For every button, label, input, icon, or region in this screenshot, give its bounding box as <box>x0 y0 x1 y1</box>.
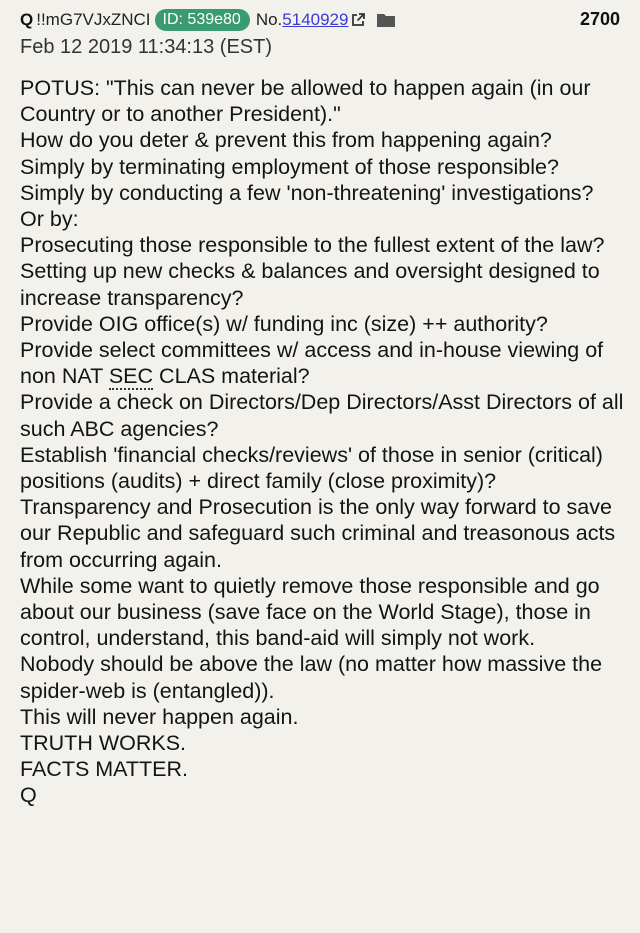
body-line: Or by: <box>20 207 79 232</box>
body-line: Nobody should be above the law (no matter how massive the spider-web is (entangled)). <box>20 652 603 703</box>
body-line: Provide a check on Directors/Dep Directors/Asst Directors of all such ABC agencies? <box>20 390 624 441</box>
body-line: This will never happen again. <box>20 704 299 729</box>
body-line: TRUTH WORKS. <box>20 731 187 756</box>
body-text: Provide select committees w/ access and in-house viewing of non NAT <box>20 338 604 389</box>
post-header <box>20 6 630 33</box>
post-body <box>20 75 628 809</box>
folder-icon[interactable] <box>376 12 396 28</box>
poster-name: Q <box>20 9 34 29</box>
post-count: 2700 <box>579 9 620 29</box>
abbreviation-sec[interactable]: SEC <box>108 364 154 389</box>
external-link-icon[interactable] <box>350 12 366 28</box>
body-line: Prosecuting those responsible to the fullest extent of the law? <box>20 233 605 258</box>
body-line: Simply by conducting a few 'non-threatening' investigations? <box>20 180 594 205</box>
tripcode: !!mG7VJxZNCI <box>36 9 151 29</box>
body-line: Establish 'financial checks/reviews' of those in senior (critical) positions (audits) + direct family (close proximity)? <box>20 442 603 494</box>
body-line: How do you deter & prevent this from happening again? <box>20 128 552 153</box>
timestamp: Feb 12 2019 11:34:13 (EST) <box>20 36 273 58</box>
post-number-link[interactable]: 5140929 <box>282 9 349 29</box>
body-line: FACTS MATTER. <box>20 757 189 782</box>
body-line-select-committees <box>20 337 628 389</box>
body-line: POTUS: "This can never be allowed to happen again (in our Country or to another President)." <box>20 76 591 127</box>
post-no-prefix: No. <box>255 9 283 29</box>
body-line: While some want to quietly remove those responsible and go about our business (save face on the World Stage), those in control, understand, this band-aid will simply not work. <box>20 573 600 651</box>
body-line: Setting up new checks & balances and oversight designed to increase transparency? <box>20 259 600 310</box>
body-text: CLAS material? <box>153 364 310 389</box>
body-line: Simply by terminating employment of those responsible? <box>20 154 559 179</box>
body-line: Transparency and Prosecution is the only way forward to save our Republic and safeguard such criminal and treasonous acts from occurring again. <box>20 495 616 572</box>
id-badge[interactable]: ID: 539e80 <box>155 9 250 31</box>
body-line: Provide OIG office(s) w/ funding inc (size) ++ authority? <box>20 311 548 336</box>
signature: Q <box>20 783 37 808</box>
